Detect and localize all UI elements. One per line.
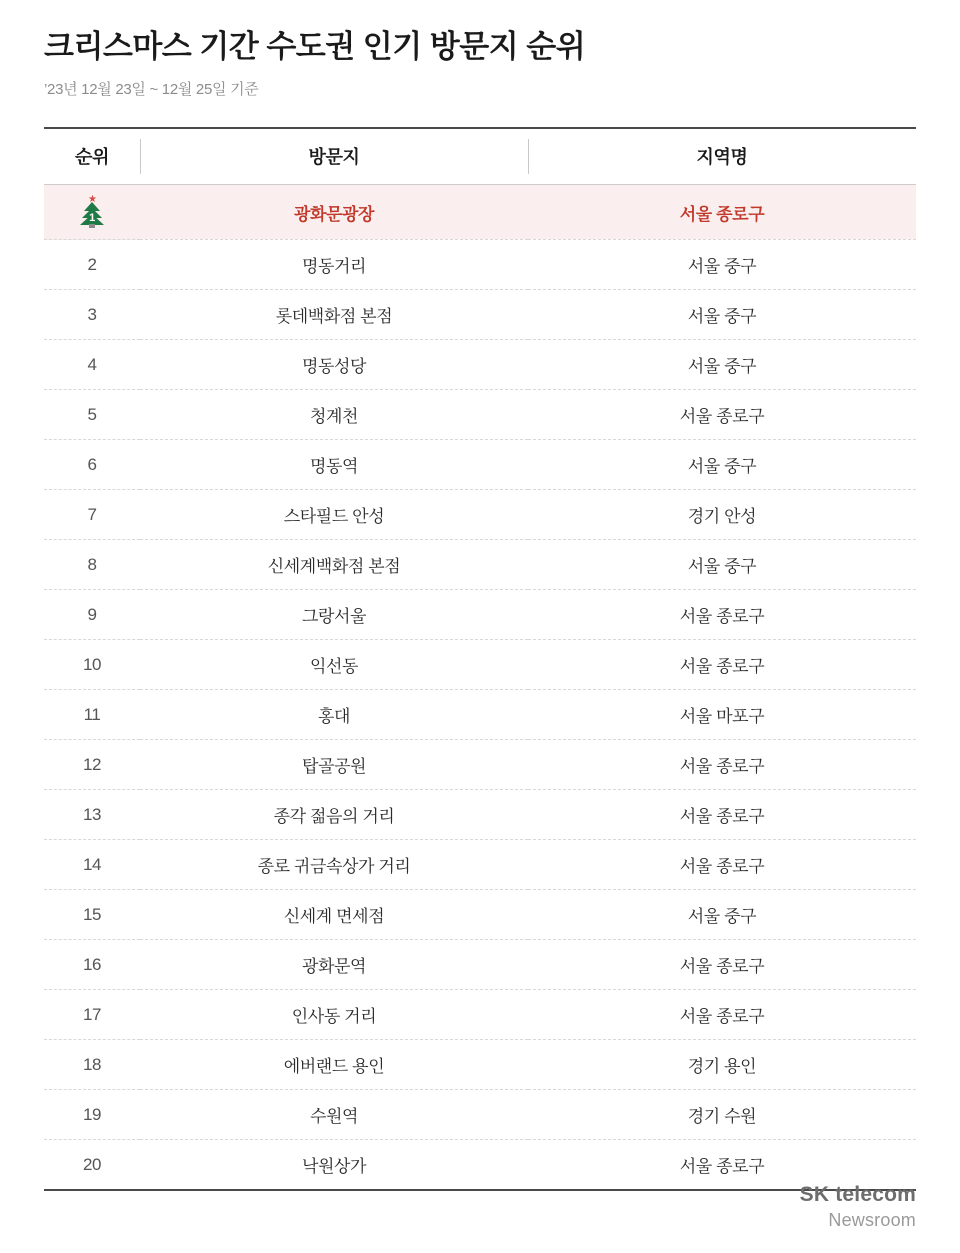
page-title: 크리스마스 기간 수도권 인기 방문지 순위 [44, 29, 586, 64]
cell-rank-value: 8 [87, 554, 97, 574]
cell-rank [44, 290, 140, 340]
cell-rank-value: 15 [82, 904, 102, 924]
cell-rank-value: 11 [83, 704, 101, 724]
table-row [44, 690, 916, 740]
cell-region: 서울 중구 [687, 357, 757, 377]
cell-region: 서울 종로구 [679, 1007, 765, 1027]
table-row [44, 390, 916, 440]
cell-rank-value: 7 [87, 504, 97, 524]
cell-region: 서울 중구 [687, 257, 757, 277]
page-subtitle: ’23년 12월 23일 ~ 12월 25일 기준 [44, 81, 259, 99]
cell-place: 낙원상가 [301, 1157, 367, 1177]
table-row [44, 940, 916, 990]
cell-place: 신세계 면세점 [283, 907, 385, 927]
cell-region: 서울 종로구 [679, 407, 765, 427]
cell-region: 서울 종로구 [679, 757, 765, 777]
cell-rank [44, 740, 140, 790]
cell-place: 그랑서울 [301, 607, 367, 627]
cell-region: 경기 용인 [687, 1057, 757, 1077]
cell-place: 종로 귀금속상가 거리 [257, 857, 411, 877]
cell-place: 명동역 [309, 457, 359, 477]
table-bottom-rule [44, 1189, 916, 1191]
cell-rank [44, 840, 140, 890]
cell-rank-value: 19 [82, 1104, 102, 1124]
cell-rank-value: 1 [89, 212, 95, 225]
cell-place: 에버랜드 용인 [283, 1057, 385, 1077]
cell-place: 홍대 [317, 707, 351, 727]
cell-rank [44, 185, 140, 240]
cell-rank-value: 14 [82, 854, 102, 874]
cell-place: 익선동 [309, 657, 359, 677]
christmas-tree-icon [79, 194, 105, 227]
cell-rank [44, 1140, 140, 1190]
cell-rank [44, 940, 140, 990]
brand-logo [800, 1182, 916, 1231]
table-row [44, 290, 916, 340]
cell-rank [44, 590, 140, 640]
cell-region: 서울 종로구 [679, 1157, 765, 1177]
table-row [44, 1040, 916, 1090]
cell-rank-value: 20 [82, 1154, 102, 1174]
cell-region: 경기 수원 [687, 1107, 757, 1127]
cell-place: 명동거리 [301, 257, 367, 277]
cell-rank [44, 990, 140, 1040]
cell-place: 인사동 거리 [291, 1007, 377, 1027]
cell-place: 스타필드 안성 [283, 507, 385, 527]
table-row [44, 590, 916, 640]
cell-rank-value: 2 [87, 254, 97, 274]
cell-region: 서울 종로구 [679, 957, 765, 977]
cell-place: 광화문역 [301, 957, 367, 977]
table-row [44, 890, 916, 940]
table-row [44, 1090, 916, 1140]
cell-rank-value: 18 [82, 1054, 102, 1074]
cell-rank-value: 13 [82, 804, 102, 824]
cell-rank [44, 340, 140, 390]
column-header-place: 방문지 [140, 128, 528, 185]
table-row [44, 840, 916, 890]
cell-rank-value: 9 [87, 604, 97, 624]
table-row [44, 490, 916, 540]
cell-region: 서울 중구 [687, 457, 757, 477]
cell-place: 수원역 [309, 1107, 359, 1127]
cell-region: 서울 중구 [687, 557, 757, 577]
cell-place: 명동성당 [301, 357, 367, 377]
cell-rank-value: 4 [87, 354, 97, 374]
logo-sk-telecom: SK telecom [799, 1183, 916, 1207]
table-row [44, 440, 916, 490]
cell-place: 청계천 [309, 407, 359, 427]
cell-rank [44, 1040, 140, 1090]
column-header-region: 지역명 [528, 128, 916, 185]
table-row [44, 640, 916, 690]
table-header [44, 128, 916, 185]
cell-rank [44, 240, 140, 290]
cell-region: 서울 마포구 [679, 707, 765, 727]
cell-rank-value: 16 [82, 954, 102, 974]
logo-newsroom: Newsroom [828, 1209, 916, 1230]
cell-rank [44, 540, 140, 590]
cell-region: 서울 종로구 [679, 657, 765, 677]
cell-rank-value: 10 [82, 654, 102, 674]
cell-region: 경기 안성 [687, 507, 757, 527]
cell-region: 서울 중구 [687, 307, 757, 327]
table-row [44, 790, 916, 840]
cell-rank [44, 1090, 140, 1140]
cell-rank [44, 640, 140, 690]
cell-place: 롯데백화점 본점 [275, 307, 393, 327]
cell-rank-value: 12 [82, 754, 102, 774]
cell-rank [44, 490, 140, 540]
cell-rank [44, 440, 140, 490]
cell-rank [44, 390, 140, 440]
table-row [44, 240, 916, 290]
cell-place: 탑골공원 [301, 757, 367, 777]
cell-region: 서울 종로구 [679, 807, 765, 827]
cell-rank-value: 17 [82, 1004, 102, 1024]
table-row [44, 740, 916, 790]
table-row [44, 185, 916, 240]
cell-rank [44, 790, 140, 840]
table-row [44, 990, 916, 1040]
cell-place: 종각 젊음의 거리 [273, 807, 395, 827]
cell-region: 서울 종로구 [679, 857, 765, 877]
cell-place: 신세계백화점 본점 [267, 557, 401, 577]
column-header-rank: 순위 [75, 147, 109, 168]
cell-rank-value: 5 [87, 404, 97, 424]
table-row [44, 340, 916, 390]
table-row [44, 540, 916, 590]
star-icon: ★ [88, 194, 97, 206]
cell-region: 서울 중구 [687, 907, 757, 927]
ranking-table [44, 127, 916, 1189]
cell-rank [44, 890, 140, 940]
table-row [44, 1140, 916, 1190]
cell-place: 광화문광장 [293, 204, 375, 224]
cell-region: 서울 종로구 [679, 204, 765, 224]
cell-rank-value: 3 [87, 304, 97, 324]
table-body [44, 185, 916, 1190]
cell-rank [44, 690, 140, 740]
cell-region: 서울 종로구 [679, 607, 765, 627]
cell-rank-value: 6 [87, 454, 97, 474]
